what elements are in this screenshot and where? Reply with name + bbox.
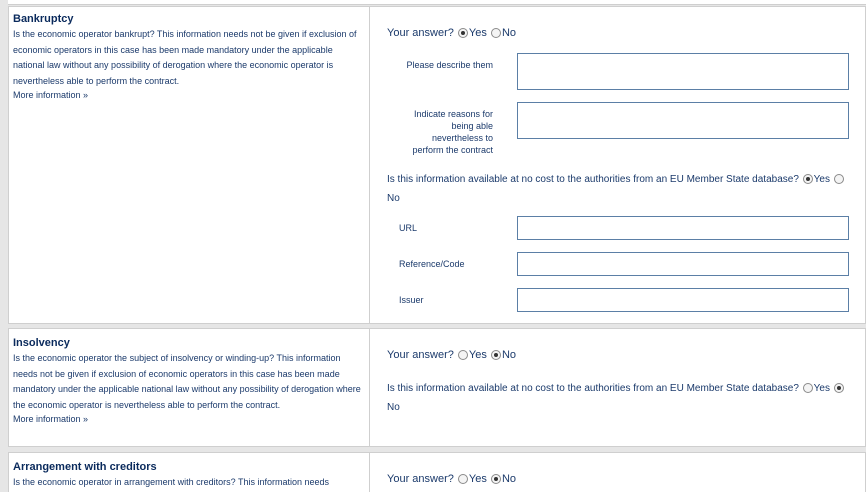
db-no-radio[interactable] bbox=[834, 174, 844, 184]
section-title: Insolvency bbox=[13, 337, 70, 349]
describe-field[interactable] bbox=[517, 53, 849, 90]
url-field[interactable] bbox=[517, 216, 849, 240]
your-answer-label: Your answer? bbox=[387, 349, 454, 361]
arrangement-info bbox=[9, 453, 370, 492]
answer-no-radio[interactable] bbox=[491, 474, 501, 484]
answer-no-label[interactable]: No bbox=[501, 473, 516, 485]
db-yes-radio[interactable] bbox=[803, 174, 813, 184]
database-question-row bbox=[387, 170, 857, 208]
database-question: Is this information available at no cost to the authorities from an EU Member State database? bbox=[387, 174, 799, 185]
your-answer-label: Your answer? bbox=[387, 473, 454, 485]
db-no-radio[interactable] bbox=[834, 383, 844, 393]
describe-label: Please describe them bbox=[406, 60, 493, 70]
url-label: URL bbox=[399, 223, 418, 233]
insolvency-info bbox=[9, 329, 370, 446]
section-title: Arrangement with creditors bbox=[13, 461, 157, 473]
previous-section-edge bbox=[8, 0, 866, 5]
section-title: Bankruptcy bbox=[13, 13, 74, 25]
reasons-label: Indicate reasons for being able nevertheless to perform the contract bbox=[412, 109, 493, 155]
answer-yes-radio[interactable] bbox=[458, 350, 468, 360]
reference-field[interactable] bbox=[517, 252, 849, 276]
answer-no-label[interactable]: No bbox=[501, 27, 516, 39]
database-question: Is this information available at no cost to the authorities from an EU Member State database? bbox=[387, 383, 799, 394]
issuer-label: Issuer bbox=[399, 295, 424, 305]
section-description: Is the economic operator the subject of insolvency or winding-up? This information needs not be given if exclusion of economic operators in this case has been made mandatory under the applicable national law without any possibility of derogation where the economic operator is nevertheless able to perform the contract. bbox=[13, 353, 361, 410]
section-arrangement-with-creditors bbox=[8, 452, 866, 492]
answer-no-radio[interactable] bbox=[491, 28, 501, 38]
more-information-link[interactable]: More information » bbox=[13, 414, 89, 424]
bankruptcy-info bbox=[9, 7, 370, 323]
bankruptcy-answers bbox=[370, 7, 865, 323]
reasons-field[interactable] bbox=[517, 102, 849, 139]
section-description: Is the economic operator bankrupt? This information needs not be given if exclusion of economic operators in this case has been made mandatory under the applicable national law without any possibility of derogation where the economic operator is nevertheless able to perform the contract. bbox=[13, 29, 357, 86]
section-bankruptcy bbox=[8, 6, 866, 324]
database-question-row bbox=[387, 379, 857, 417]
answer-yes-label[interactable]: Yes bbox=[468, 349, 487, 361]
answer-yes-radio[interactable] bbox=[458, 474, 468, 484]
your-answer-row bbox=[387, 349, 516, 361]
section-description: Is the economic operator in arrangement with creditors? This information needs bbox=[13, 477, 329, 487]
insolvency-answers bbox=[370, 329, 865, 446]
section-insolvency bbox=[8, 328, 866, 447]
answer-yes-label[interactable]: Yes bbox=[468, 27, 487, 39]
your-answer-row bbox=[387, 473, 516, 485]
arrangement-answers bbox=[370, 453, 865, 492]
answer-yes-radio[interactable] bbox=[458, 28, 468, 38]
db-yes-radio[interactable] bbox=[803, 383, 813, 393]
db-no-label[interactable]: No bbox=[387, 402, 400, 413]
reference-label: Reference/Code bbox=[399, 259, 465, 269]
more-information-link[interactable]: More information » bbox=[13, 90, 89, 100]
your-answer-label: Your answer? bbox=[387, 27, 454, 39]
your-answer-row bbox=[387, 27, 516, 39]
db-yes-label[interactable]: Yes bbox=[813, 383, 830, 394]
answer-no-label[interactable]: No bbox=[501, 349, 516, 361]
answer-yes-label[interactable]: Yes bbox=[468, 473, 487, 485]
db-yes-label[interactable]: Yes bbox=[813, 174, 830, 185]
issuer-field[interactable] bbox=[517, 288, 849, 312]
answer-no-radio[interactable] bbox=[491, 350, 501, 360]
db-no-label[interactable]: No bbox=[387, 193, 400, 204]
